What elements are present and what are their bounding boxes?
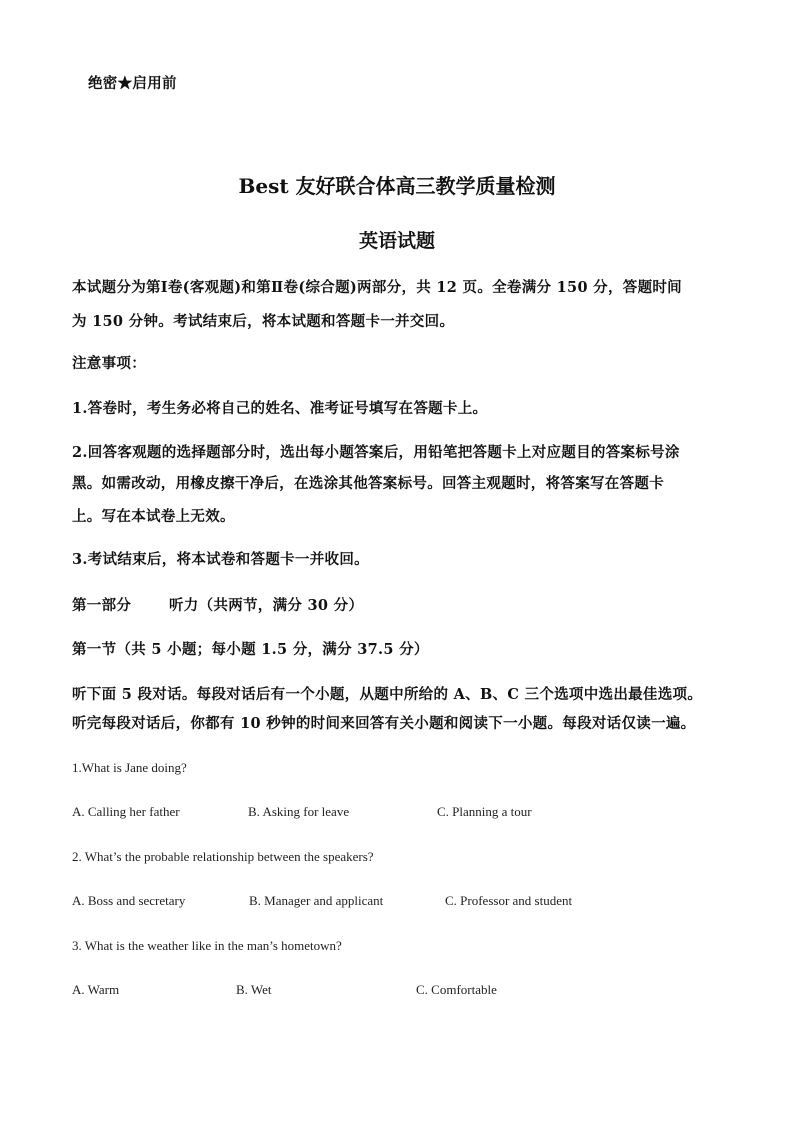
question-2-option-b: B. Manager and applicant bbox=[249, 893, 384, 908]
exam-title: Best 友好联合体高三教学质量检测 bbox=[238, 174, 556, 198]
question-1-stem: 1.What is Jane doing? bbox=[72, 760, 187, 775]
notice-item-2-line-1: 2.回答客观题的选择题部分时，选出每小题答案后，用铅笔把答题卡上对应题目的答案标号涂 bbox=[72, 444, 680, 461]
listening-instructions-line-1: 听下面 5 段对话。每段对话后有一个小题，从题中所给的 A、B、C 三个选项中选出最佳选项。 bbox=[72, 686, 703, 703]
question-3-option-a: A. Warm bbox=[72, 982, 120, 997]
intro-line-2: 为 150 分钟。考试结束后，将本试题和答题卡一并交回。 bbox=[72, 313, 455, 330]
exam-subtitle: 英语试题 bbox=[358, 230, 435, 252]
question-2-option-c: C. Professor and student bbox=[445, 893, 573, 908]
notice-item-2-line-2: 黑。如需改动，用橡皮擦干净后，在选涂其他答案标号。回答主观题时，将答案写在答题卡 bbox=[72, 475, 664, 492]
question-3-stem: 3. What is the weather like in the man’s hometown? bbox=[72, 938, 342, 953]
question-2-option-a: A. Boss and secretary bbox=[72, 893, 186, 908]
intro-line-1: 本试题分为第Ⅰ卷(客观题)和第Ⅱ卷(综合题)两部分，共 12 页。全卷满分 150 分，答题时间 bbox=[72, 279, 682, 296]
question-3-option-b: B. Wet bbox=[236, 982, 272, 997]
notice-item-3: 3.考试结束后，将本试卷和答题卡一并收回。 bbox=[72, 551, 369, 568]
part1-heading: 听力（共两节，满分 30 分） bbox=[169, 597, 364, 614]
question-3-option-c: C. Comfortable bbox=[416, 982, 497, 997]
notice-item-1: 1.答卷时，考生务必将自己的姓名、准考证号填写在答题卡上。 bbox=[72, 400, 488, 417]
question-1-option-c: C. Planning a tour bbox=[437, 804, 532, 819]
question-1-option-a: A. Calling her father bbox=[72, 804, 180, 819]
question-1-option-b: B. Asking for leave bbox=[248, 804, 350, 819]
notice-heading: 注意事项： bbox=[72, 355, 146, 372]
listening-instructions-line-2: 听完每段对话后，你都有 10 秒钟的时间来回答有关小题和阅读下一小题。每段对话仅读一遍。 bbox=[72, 715, 696, 732]
question-2-stem: 2. What’s the probable relationship between the speakers? bbox=[72, 849, 374, 864]
part1-label: 第一部分 bbox=[72, 597, 132, 614]
confidential-label: 绝密★启用前 bbox=[88, 75, 177, 92]
notice-item-2-line-3: 上。写在本试卷上无效。 bbox=[72, 508, 235, 525]
section1-heading: 第一节（共 5 小题；每小题 1.5 分，满分 37.5 分） bbox=[72, 641, 429, 658]
